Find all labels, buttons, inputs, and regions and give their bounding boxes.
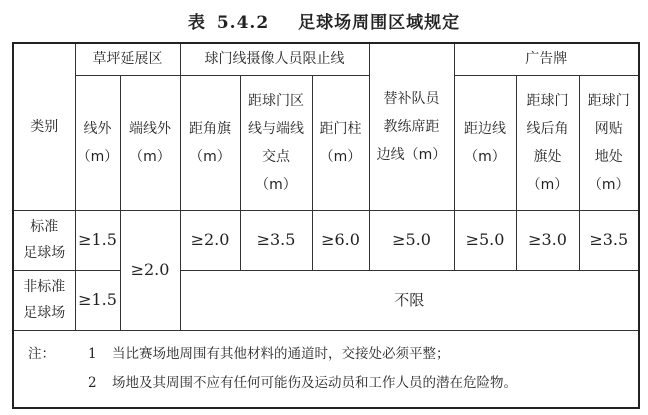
header-bench-line1: 替补队员 [383,90,440,107]
cell-endline-out-merged: ≥2.0 [120,210,180,330]
header-bench [369,43,454,210]
cell-standard-goal-net-ground: ≥3.5 [579,210,639,270]
header-col-goal-area-intersection [240,75,312,210]
header-col-label: 线与端线 [248,120,304,137]
header-col-label: 距门柱 [319,120,362,137]
note-text: 场地及其周围不应有任何可能伤及运动员和工作人员的潜在危险物。 [112,374,517,391]
header-col-label: 端线外 [129,120,171,137]
note-line [28,340,638,369]
header-col-label: 地处 [594,148,623,165]
header-col-label: 距球门区 [248,92,304,109]
header-col-label: 网贴 [594,120,623,137]
header-col-goal-line-corner-flag [516,75,579,210]
header-col-unit: （m） [189,148,231,165]
cell-nonstandard-unlimited: 不限 [180,270,639,330]
header-col-label: 线外 [83,120,112,137]
note-line [28,369,638,398]
header-col-sideline [454,75,516,210]
header-bench-line2: 教练席距 [383,118,440,135]
table-row [13,210,639,270]
cell-standard-goal-post: ≥6.0 [312,210,369,270]
header-col-unit: （m） [464,148,506,165]
cell-standard-sideline: ≥5.0 [454,210,516,270]
note-index: 2 [88,374,97,391]
header-bench-line3: 边线（m） [376,146,447,163]
row-label-line: 足球场 [23,305,66,321]
row-label-line: 非标准 [23,279,66,295]
header-col-unit: （m） [255,176,297,193]
header-col-label: 距球门 [587,92,630,109]
header-col-unit: （m） [129,148,171,165]
header-col-label: 距边线 [464,120,506,137]
cell-standard-bench: ≥5.0 [369,210,454,270]
header-col-unit: （m） [319,148,362,165]
header-group-camera: 球门线摄像人员限止线 [180,43,369,75]
table-notes [13,330,639,408]
regulation-table [12,42,640,409]
header-col-unit: （m） [526,176,569,193]
note-text: 当比赛场地周围有其他材料的通道时，交接处必须平整； [112,345,450,362]
row-label-line: 标准 [30,219,59,235]
header-col-goal-post [312,75,369,210]
cell-standard-goal-line-corner-flag: ≥3.0 [516,210,579,270]
header-col-unit: （m） [587,176,630,193]
cell-standard-sideline-out: ≥1.5 [75,210,120,270]
table-title-prefix: 表 [187,13,206,33]
header-col-sideline-out [75,75,120,210]
cell-nonstandard-sideline-out: ≥1.5 [75,270,120,330]
note-index: 1 [88,345,97,362]
header-col-label: 距角旗 [189,120,231,137]
header-group-turf: 草坪延展区 [75,43,180,75]
table-number: 5.4.2 [216,13,270,33]
header-col-label: 交点 [262,148,290,165]
cell-standard-corner-flag: ≥2.0 [180,210,240,270]
row-label-standard [13,210,75,270]
header-col-goal-net-ground [579,75,639,210]
header-col-corner-flag [180,75,240,210]
header-group-billboard: 广告牌 [454,43,639,75]
header-col-label: 旗处 [533,148,562,165]
notes-label: 注： [28,345,55,362]
header-col-label: 距球门 [526,92,569,109]
cell-standard-goal-area-intersection: ≥3.5 [240,210,312,270]
header-col-unit: （m） [76,148,119,165]
table-row [13,270,639,330]
row-label-line: 足球场 [23,245,66,261]
header-col-label: 线后角 [526,120,569,137]
header-category: 类别 [13,43,75,210]
table-title-text: 足球场周围区域规定 [298,13,461,33]
header-col-endline-out [120,75,180,210]
row-label-nonstandard [13,270,75,330]
table-title [0,8,648,33]
